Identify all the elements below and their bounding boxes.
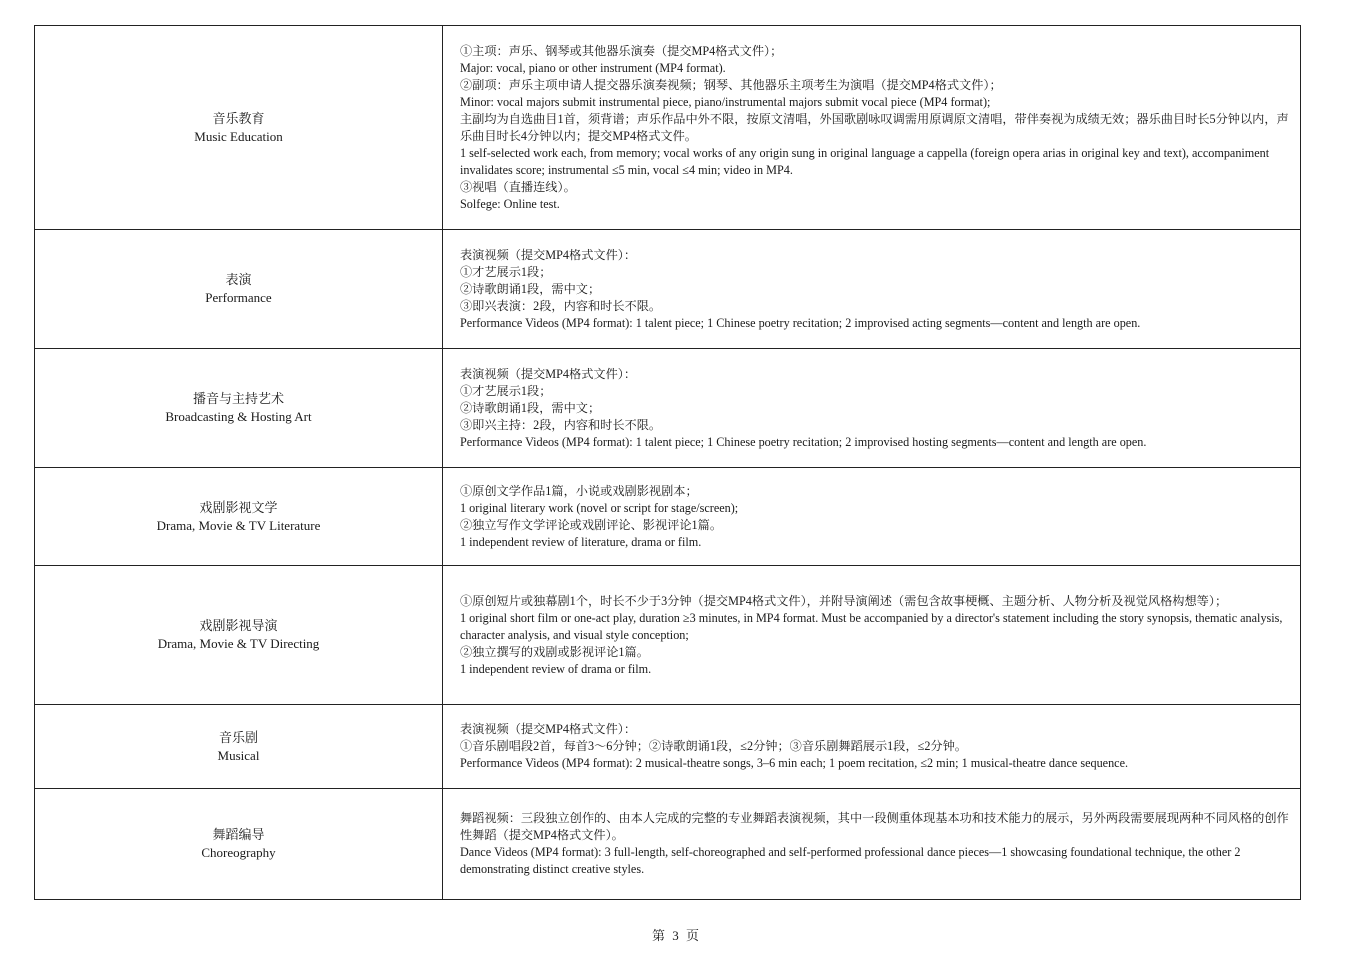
requirements-cell <box>443 26 1301 230</box>
requirement-line: ①音乐剧唱段2首，每首3～6分钟；②诗歌朗诵1段，≤2分钟；③音乐剧舞蹈展示1段，≤2分钟。 <box>460 739 967 753</box>
requirements-cell <box>443 468 1301 566</box>
requirement-line: ③即兴主持：2段，内容和时长不限。 <box>460 417 662 432</box>
major-cell <box>35 230 443 349</box>
requirement-line: ①主项：声乐、钢琴或其他器乐演奏（提交MP4格式文件）； <box>460 43 783 58</box>
major-name-cn: 表演 <box>225 272 252 287</box>
major-cell <box>35 468 443 566</box>
requirement-line: 主副均为自选曲目1首，须背谱；声乐作品中外不限，按原文清唱，外国歌剧咏叹调需用原调原文清唱，带伴奏视为成绩无效；器乐曲目时长5分钟以内，声乐曲目时长4分钟以内；提交MP4格式文件。 <box>460 111 1289 143</box>
requirement-line: Performance Videos (MP4 format): 1 talent piece; 1 Chinese poetry recitation; 2 improvised acting segments—content and length are open. <box>460 315 1141 330</box>
table-row-choreography <box>35 789 1301 900</box>
major-name-cn: 戏剧影视文学 <box>199 499 278 515</box>
requirement-line: ①原创短片或独幕剧1个，时长不少于3分钟（提交MP4格式文件），并附导演阐述（需包含故事梗概、主题分析、人物分析及视觉风格构想等）； <box>460 593 1228 608</box>
table-row-drama-directing <box>35 566 1301 705</box>
requirement-line: 表演视频（提交MP4格式文件）： <box>460 366 637 381</box>
requirement-line: Performance Videos (MP4 format): 2 musical-theatre songs, 3–6 min each; 1 poem recitation, ≤2 min; 1 musical-theatre dance sequence. <box>460 756 1129 770</box>
requirements-cell <box>443 789 1301 900</box>
requirement-line: ②独立撰写的戏剧或影视评论1篇。 <box>460 644 649 659</box>
major-name-cn: 音乐剧 <box>218 729 258 745</box>
requirement-line: Dance Videos (MP4 format): 3 full-length, self-choreographed and self-performed professional dance pieces—1 showcasing foundational technique, the other 2 demonstrating distinct creative styles. <box>460 845 1241 876</box>
major-name-en: Musical <box>217 747 260 763</box>
table-row-musical <box>35 705 1301 789</box>
requirement-line: Solfege: Online test. <box>460 196 560 211</box>
major-cell <box>35 789 443 900</box>
requirement-line: Minor: vocal majors submit instrumental piece, piano/instrumental majors submit vocal piece (MP4 format); <box>460 94 991 109</box>
requirement-line: Major: vocal, piano or other instrument (MP4 format). <box>460 60 726 75</box>
major-name-cn: 播音与主持艺术 <box>192 391 284 406</box>
page-number: 第 3 页 <box>651 928 701 943</box>
table-row-broadcasting-hosting <box>35 349 1301 468</box>
requirement-line: 1 original short film or one-act play, duration ≥3 minutes, in MP4 format. Must be accompanied by a director's statement including the story synopsis, thematic analysis, character analysis, and visual style conception; <box>460 610 1283 642</box>
requirements-cell <box>443 230 1301 349</box>
major-name-cn: 舞蹈编导 <box>212 827 265 842</box>
requirement-line: 表演视频（提交MP4格式文件）： <box>460 247 637 262</box>
major-name-en: Broadcasting & Hosting Art <box>165 409 312 424</box>
requirements-cell <box>443 566 1301 705</box>
requirement-line: 1 independent review of literature, drama or film. <box>460 534 702 549</box>
requirements-cell <box>443 349 1301 468</box>
requirement-line: 1 self-selected work each, from memory; vocal works of any origin sung in original language a cappella (foreign opera arias in original key and text), accompaniment invalidates score; instrumental ≤5 min, vocal ≤4 min; video in MP4. <box>460 145 1270 177</box>
major-name-cn: 音乐教育 <box>212 110 265 126</box>
requirement-line: 舞蹈视频：三段独立创作的、由本人完成的完整的专业舞蹈表演视频，其中一段侧重体现基本功和技术能力的展示，另外两段需要展现两种不同风格的创作性舞蹈（提交MP4格式文件）。 <box>460 811 1289 842</box>
requirement-line: ③视唱（直播连线）。 <box>460 179 576 194</box>
requirement-line: ②诗歌朗诵1段，需中文； <box>460 400 601 415</box>
requirement-line: 表演视频（提交MP4格式文件）： <box>460 722 637 736</box>
major-name-en: Drama, Movie & TV Literature <box>156 517 321 533</box>
requirement-line: ①才艺展示1段； <box>460 383 552 398</box>
requirement-line: Performance Videos (MP4 format): 1 talent piece; 1 Chinese poetry recitation; 2 improvised hosting segments—content and length are open. <box>460 434 1147 449</box>
major-name-en: Performance <box>205 290 272 305</box>
table-row-music-education <box>35 26 1301 230</box>
major-name-en: Choreography <box>201 845 276 860</box>
requirement-line: 1 independent review of drama or film. <box>460 661 652 676</box>
requirement-line: ③即兴表演：2段，内容和时长不限。 <box>460 298 662 313</box>
major-name-en: Music Education <box>194 128 283 144</box>
table-row-drama-literature <box>35 468 1301 566</box>
major-cell <box>35 26 443 230</box>
major-cell <box>35 705 443 789</box>
major-cell <box>35 349 443 468</box>
major-name-cn: 戏剧影视导演 <box>199 618 278 633</box>
major-name-en: Drama, Movie & TV Directing <box>157 636 320 651</box>
major-cell <box>35 566 443 705</box>
requirements-table <box>34 25 1301 900</box>
requirement-line: ①原创文学作品1篇，小说或戏剧影视剧本； <box>460 483 698 498</box>
requirement-line: ②诗歌朗诵1段，需中文； <box>460 281 601 296</box>
requirement-line: ②副项：声乐主项申请人提交器乐演奏视频；钢琴、其他器乐主项考生为演唱（提交MP4格式文件）； <box>460 77 1002 92</box>
requirements-cell <box>443 705 1301 789</box>
requirement-line: ②独立写作文学评论或戏剧评论、影视评论1篇。 <box>460 517 723 532</box>
table-row-performance <box>35 230 1301 349</box>
requirement-line: 1 original literary work (novel or script for stage/screen); <box>460 500 739 515</box>
requirement-line: ①才艺展示1段； <box>460 264 552 279</box>
